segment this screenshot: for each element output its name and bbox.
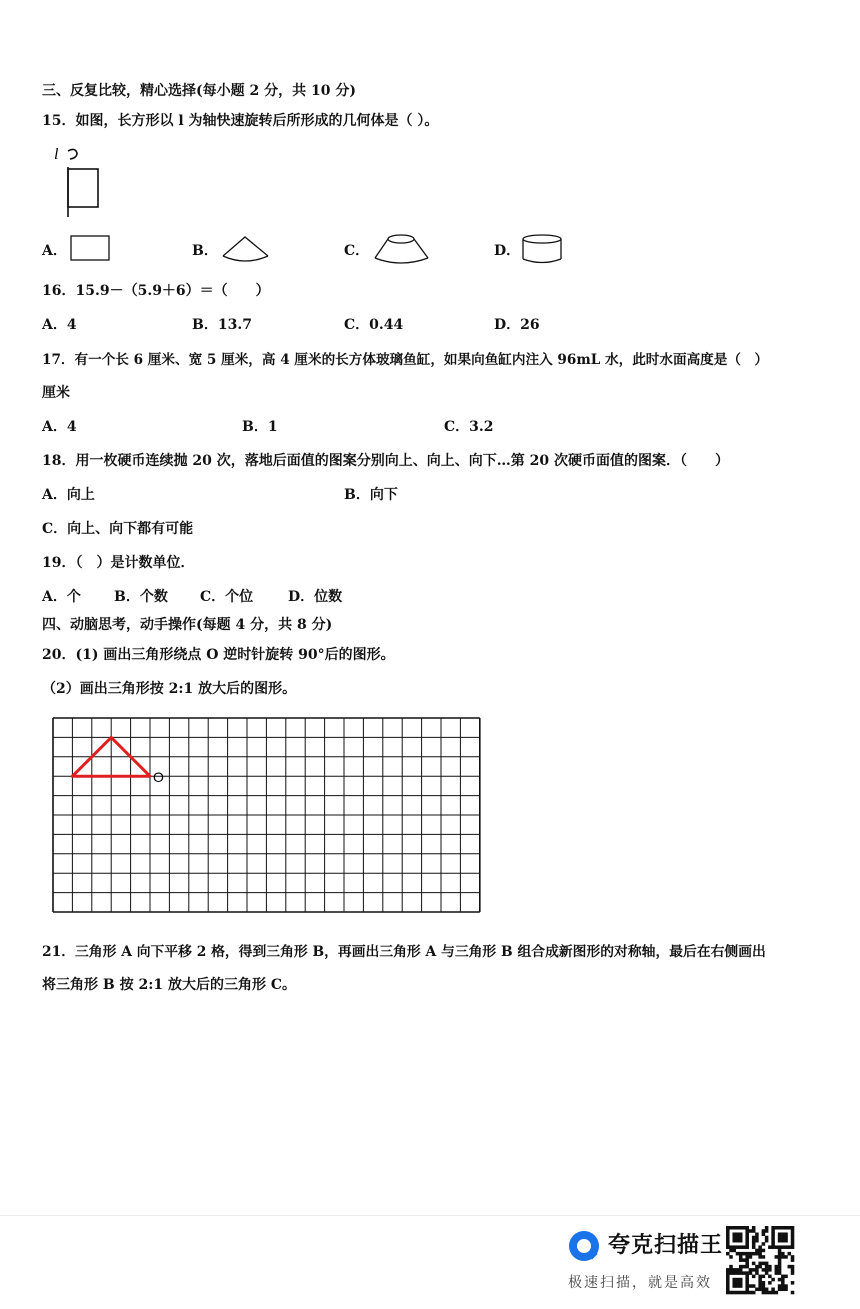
qr-module (736, 1245, 740, 1249)
qr-module (778, 1236, 782, 1240)
qr-module (732, 1291, 736, 1295)
qr-module (791, 1291, 795, 1295)
qr-module (781, 1239, 785, 1243)
qr-module (742, 1252, 746, 1256)
qr-module (732, 1226, 736, 1230)
qr-module (749, 1252, 753, 1256)
qr-module (781, 1275, 785, 1279)
qr-module (739, 1265, 743, 1269)
qr-module (771, 1239, 775, 1243)
qr-module (768, 1268, 772, 1272)
rectangle-option-icon (70, 234, 112, 262)
qr-module (758, 1255, 762, 1259)
qr-module (762, 1281, 766, 1285)
qr-module (755, 1236, 759, 1240)
qr-module (736, 1291, 740, 1295)
qr-module (765, 1265, 769, 1269)
qr-module (778, 1278, 782, 1282)
qr-module (778, 1288, 782, 1292)
qr-module (781, 1288, 785, 1292)
qr-module (745, 1271, 749, 1275)
qr-module (771, 1229, 775, 1233)
qr-module (736, 1239, 740, 1243)
qr-module (784, 1245, 788, 1249)
q17-option-c[interactable]: C．3.2 (444, 419, 494, 435)
qr-module (778, 1262, 782, 1266)
qr-module (762, 1275, 766, 1279)
qr-module (784, 1284, 788, 1288)
qr-module (745, 1278, 749, 1282)
qr-module (732, 1278, 736, 1282)
qr-module (739, 1245, 743, 1249)
qr-module (762, 1229, 766, 1233)
brand-slogan: 极速扫描，就是高效 (568, 1275, 712, 1291)
qr-code-icon (726, 1226, 794, 1294)
qr-module (778, 1265, 782, 1269)
qr-module (729, 1265, 733, 1269)
qr-module (739, 1268, 743, 1272)
question-18: 18．用一枚硬币连续抛 20 次，落地后面值的图案分别向上、向上、向下…第 20 次硬币面值的图案．（ ） (42, 453, 729, 469)
qr-module (745, 1288, 749, 1292)
qr-module (765, 1229, 769, 1233)
qr-module (739, 1281, 743, 1285)
rotation-arrow-icon (68, 149, 77, 159)
qr-module (758, 1284, 762, 1288)
qr-module (745, 1226, 749, 1230)
qr-module (784, 1226, 788, 1230)
cone-option-icon (220, 234, 274, 264)
qr-module (752, 1229, 756, 1233)
qr-module (752, 1242, 756, 1246)
qr-module (752, 1284, 756, 1288)
frustum-option-icon (372, 232, 432, 266)
qr-module (745, 1265, 749, 1269)
qr-module (745, 1229, 749, 1233)
qr-module (791, 1258, 795, 1262)
qr-module (765, 1239, 769, 1243)
section-heading: 四、动脑思考，动手操作(每题 4 分，共 8 分) (42, 617, 333, 633)
qr-module (758, 1278, 762, 1282)
qr-module (752, 1239, 756, 1243)
qr-module (745, 1255, 749, 1259)
qr-module (752, 1275, 756, 1279)
qr-module (755, 1232, 759, 1236)
qr-module (736, 1271, 740, 1275)
qr-module (726, 1271, 730, 1275)
qr-module (732, 1249, 736, 1253)
qr-module (749, 1255, 753, 1259)
qr-module (781, 1255, 785, 1259)
qr-module (762, 1249, 766, 1253)
q17-option-b[interactable]: B．1 (242, 419, 278, 435)
qr-module (742, 1265, 746, 1269)
qr-module (755, 1239, 759, 1243)
q16-option-c[interactable]: C．0.44 (344, 317, 404, 333)
qr-module (762, 1242, 766, 1246)
qr-module (758, 1249, 762, 1253)
qr-module (749, 1284, 753, 1288)
qr-module (739, 1239, 743, 1243)
qr-module (726, 1288, 730, 1292)
qr-module (745, 1291, 749, 1295)
qr-module (745, 1232, 749, 1236)
qr-module (765, 1291, 769, 1295)
qr-module (752, 1268, 756, 1272)
qr-module (778, 1239, 782, 1243)
qr-module (739, 1232, 743, 1236)
qr-module (778, 1255, 782, 1259)
qr-module (784, 1255, 788, 1259)
qr-module (729, 1226, 733, 1230)
qr-module (778, 1226, 782, 1230)
qr-module (726, 1291, 730, 1295)
qr-module (732, 1271, 736, 1275)
qr-module (736, 1278, 740, 1282)
qr-module (729, 1245, 733, 1249)
point-o-label: O (153, 769, 164, 786)
rectangle-shape (68, 169, 98, 207)
qr-module (778, 1268, 782, 1272)
qr-module (781, 1245, 785, 1249)
qr-module (778, 1258, 782, 1262)
qr-module (781, 1252, 785, 1256)
qr-module (775, 1268, 779, 1272)
qr-module (732, 1268, 736, 1272)
q16-option-d[interactable]: D．26 (494, 317, 540, 333)
qr-module (742, 1226, 746, 1230)
q18-option-a[interactable]: A．向上 (42, 487, 95, 503)
qr-module (768, 1275, 772, 1279)
q19-option-d[interactable]: D．位数 (288, 589, 343, 605)
qr-module (781, 1232, 785, 1236)
qr-module (781, 1226, 785, 1230)
qr-module (729, 1249, 733, 1253)
qr-module (771, 1236, 775, 1240)
qr-module (765, 1262, 769, 1266)
qr-module (736, 1281, 740, 1285)
qr-module (742, 1258, 746, 1262)
q18-option-b[interactable]: B．向下 (344, 487, 398, 503)
qr-module (726, 1275, 730, 1279)
qr-module (778, 1271, 782, 1275)
qr-module (745, 1281, 749, 1285)
question-20-part2: （2）画出三角形按 2:1 放大后的图形。 (42, 681, 297, 697)
qr-module (745, 1284, 749, 1288)
qr-module (771, 1232, 775, 1236)
qr-module (736, 1284, 740, 1288)
qr-module (755, 1288, 759, 1292)
qr-module (732, 1232, 736, 1236)
quark-logo-icon (566, 1228, 602, 1264)
qr-module (726, 1236, 730, 1240)
q15-option-d[interactable]: D． (494, 243, 521, 259)
qr-module (788, 1252, 792, 1256)
qr-module (784, 1232, 788, 1236)
qr-module (755, 1265, 759, 1269)
qr-module (732, 1245, 736, 1249)
qr-module (791, 1239, 795, 1243)
qr-module (762, 1291, 766, 1295)
qr-module (752, 1226, 756, 1230)
qr-module (755, 1252, 759, 1256)
qr-module (726, 1245, 730, 1249)
qr-module (791, 1245, 795, 1249)
qr-module (752, 1245, 756, 1249)
qr-module (745, 1236, 749, 1240)
qr-module (778, 1249, 782, 1253)
qr-module (791, 1268, 795, 1272)
q19-option-b[interactable]: B．个数 (114, 589, 168, 605)
qr-module (778, 1284, 782, 1288)
qr-module (758, 1275, 762, 1279)
qr-module (771, 1226, 775, 1230)
qr-module (736, 1236, 740, 1240)
qr-module (739, 1258, 743, 1262)
qr-module (749, 1268, 753, 1272)
qr-module (768, 1291, 772, 1295)
qr-module (768, 1265, 772, 1269)
qr-module (771, 1245, 775, 1249)
question-19: 19．（ ）是计数单位． (42, 555, 195, 571)
qr-module (758, 1252, 762, 1256)
qr-module (739, 1291, 743, 1295)
cylinder-option-icon (522, 233, 566, 267)
qr-module (755, 1271, 759, 1275)
qr-module (736, 1226, 740, 1230)
qr-module (739, 1271, 743, 1275)
qr-module (781, 1281, 785, 1285)
question-15: 15．如图，长方形以 l 为轴快速旋转后所形成的几何体是（ ）。 (42, 113, 439, 129)
qr-module (791, 1229, 795, 1233)
qr-module (745, 1245, 749, 1249)
qr-module (745, 1258, 749, 1262)
qr-module (726, 1268, 730, 1272)
q15-option-b[interactable]: B． (192, 243, 218, 259)
qr-module (752, 1262, 756, 1266)
qr-module (791, 1236, 795, 1240)
qr-module (745, 1262, 749, 1266)
qr-module (788, 1265, 792, 1269)
qr-module (736, 1232, 740, 1236)
qr-module (765, 1268, 769, 1272)
q16-option-a[interactable]: A．4 (42, 317, 77, 333)
qr-module (726, 1229, 730, 1233)
q19-option-c[interactable]: C．个位 (200, 589, 254, 605)
qr-module (765, 1226, 769, 1230)
qr-module (745, 1252, 749, 1256)
brand-name: 夸克扫描王 (608, 1233, 724, 1258)
qr-module (726, 1278, 730, 1282)
qr-module (729, 1291, 733, 1295)
qr-module (762, 1262, 766, 1266)
qr-module (781, 1284, 785, 1288)
qr-module (791, 1242, 795, 1246)
qr-module (742, 1271, 746, 1275)
qr-module (739, 1236, 743, 1240)
question-17: 17．有一个长 6 厘米、宽 5 厘米，高 4 厘米的长方体玻璃鱼缸，如果向鱼缸内注入 96mL 水，此时水面高度是（ ） (42, 352, 769, 368)
qr-module (736, 1252, 740, 1256)
qr-module (784, 1236, 788, 1240)
q18-option-c[interactable]: C．向上、向下都有可能 (42, 521, 194, 537)
qr-module (775, 1245, 779, 1249)
qr-module (784, 1239, 788, 1243)
qr-module (732, 1236, 736, 1240)
qr-module (726, 1284, 730, 1288)
rotation-figure (52, 142, 112, 222)
qr-module (726, 1242, 730, 1246)
qr-module (784, 1288, 788, 1292)
qr-module (726, 1226, 730, 1230)
qr-module (791, 1226, 795, 1230)
qr-module (726, 1232, 730, 1236)
qr-module (729, 1255, 733, 1259)
qr-module (749, 1271, 753, 1275)
qr-module (791, 1271, 795, 1275)
q15-option-a[interactable]: A． (42, 243, 67, 259)
qr-module (758, 1245, 762, 1249)
qr-module (775, 1291, 779, 1295)
qr-module (752, 1236, 756, 1240)
qr-module (768, 1245, 772, 1249)
qr-module (726, 1252, 730, 1256)
qr-module (762, 1284, 766, 1288)
question-21: 21．三角形 A 向下平移 2 格，得到三角形 B，再画出三角形 A 与三角形 B 组合成新图形的对称轴，最后在右侧画出 (42, 944, 766, 960)
qr-module (732, 1284, 736, 1288)
qr-module (758, 1262, 762, 1266)
question-17-cont: 厘米 (42, 385, 70, 401)
axis-label: l (54, 146, 59, 163)
qr-module (732, 1281, 736, 1285)
qr-module (745, 1275, 749, 1279)
qr-module (739, 1278, 743, 1282)
qr-module (775, 1271, 779, 1275)
qr-module (726, 1281, 730, 1285)
qr-module (758, 1288, 762, 1292)
question-21-cont: 将三角形 B 按 2:1 放大后的三角形 C。 (42, 977, 296, 993)
qr-module (762, 1232, 766, 1236)
qr-module (739, 1252, 743, 1256)
qr-module (768, 1281, 772, 1285)
qr-module (739, 1255, 743, 1259)
qr-module (791, 1281, 795, 1285)
question-20-part1: 20．(1) 画出三角形绕点 O 逆时针旋转 90°后的图形。 (42, 647, 395, 663)
qr-module (781, 1278, 785, 1282)
qr-module (749, 1291, 753, 1295)
qr-module (732, 1239, 736, 1243)
qr-module (778, 1232, 782, 1236)
qr-module (771, 1242, 775, 1246)
qr-module (784, 1275, 788, 1279)
qr-module (758, 1281, 762, 1285)
qr-module (791, 1255, 795, 1259)
qr-module (729, 1268, 733, 1272)
qr-module (775, 1255, 779, 1259)
qr-module (729, 1271, 733, 1275)
qr-module (742, 1291, 746, 1295)
qr-module (775, 1265, 779, 1269)
qr-module (778, 1245, 782, 1249)
q17-option-a[interactable]: A．4 (42, 419, 77, 435)
qr-module (765, 1271, 769, 1275)
q15-option-c[interactable]: C． (344, 243, 370, 259)
qr-module (781, 1236, 785, 1240)
qr-module (771, 1288, 775, 1292)
qr-module (758, 1265, 762, 1269)
qr-module (762, 1268, 766, 1272)
qr-module (762, 1288, 766, 1292)
qr-module (788, 1245, 792, 1249)
qr-module (749, 1229, 753, 1233)
qr-module (791, 1265, 795, 1269)
drawing-grid[interactable] (52, 717, 488, 917)
q16-option-b[interactable]: B．13.7 (192, 317, 252, 333)
qr-module (762, 1255, 766, 1259)
qr-module (771, 1291, 775, 1295)
qr-module (771, 1278, 775, 1282)
qr-module (736, 1268, 740, 1272)
qr-module (788, 1226, 792, 1230)
qr-module (726, 1239, 730, 1243)
qr-module (765, 1236, 769, 1240)
qr-module (778, 1252, 782, 1256)
qr-module (755, 1268, 759, 1272)
qr-module (752, 1291, 756, 1295)
qr-module (742, 1245, 746, 1249)
qr-module (775, 1226, 779, 1230)
qr-module (739, 1226, 743, 1230)
question-16: 16．15.9－（5.9＋6）＝（ ） (42, 283, 270, 299)
qr-module (765, 1288, 769, 1292)
section-heading: 三、反复比较，精心选择(每小题 2 分，共 10 分) (42, 83, 356, 99)
qr-module (755, 1249, 759, 1253)
qr-module (752, 1252, 756, 1256)
qr-module (745, 1242, 749, 1246)
qr-module (739, 1284, 743, 1288)
qr-module (791, 1232, 795, 1236)
qr-module (745, 1239, 749, 1243)
q19-option-a[interactable]: A．个 (42, 589, 81, 605)
